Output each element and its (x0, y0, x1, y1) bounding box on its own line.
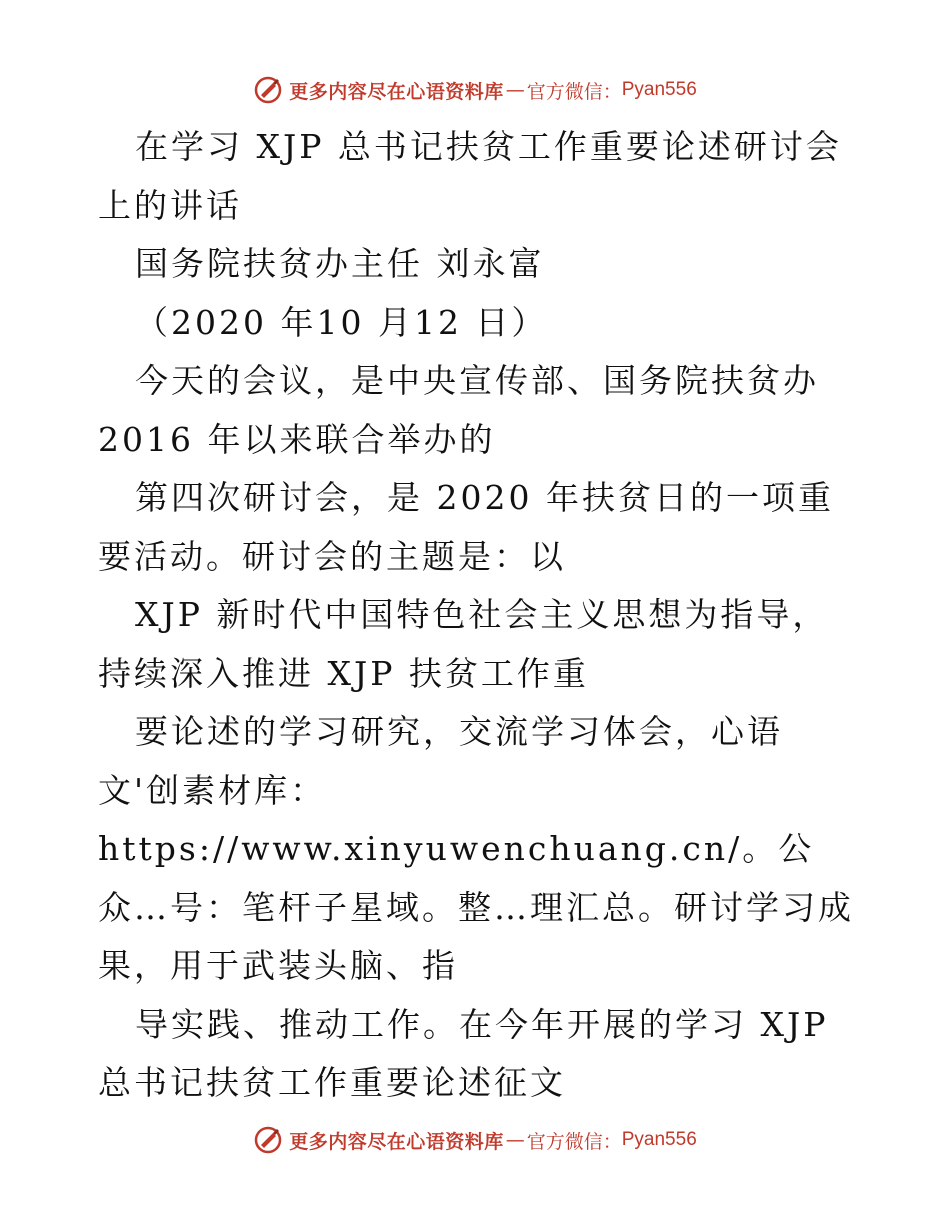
speech-title: 在学习 XJP 总书记扶贫工作重要论述研讨会上的讲话 (98, 127, 842, 225)
watermark-banner-top (0, 70, 950, 110)
speech-date: （2020 年10 月12 日） (135, 302, 548, 342)
watermark-banner-bottom (0, 1120, 950, 1160)
watermark-wechat-id: Pyan556 (621, 1129, 697, 1150)
paragraph: 今天的会议，是中央宣传部、国务院扶贫办2016 年以来联合举办的 (98, 361, 819, 459)
brand-logo-icon (253, 75, 283, 105)
watermark-text: 更多内容尽在心语资料库 (289, 1130, 504, 1153)
speaker-line: 国务院扶贫办主任 刘永富 (135, 244, 545, 283)
paragraph: 第四次研讨会，是 2020 年扶贫日的一项重要活动。研讨会的主题是：以 (98, 478, 834, 576)
watermark-text: 更多内容尽在心语资料库 (289, 80, 504, 103)
paragraph: 要论述的学习研究，交流学习体会，心语文'创素材库：https://www.xinyuwenchuang.cn/。公众…号：笔杆子星域。整…理汇总。研讨学习成果，用于武装头脑、指 (98, 712, 854, 985)
watermark-wechat-label: 官方微信： (526, 80, 622, 103)
watermark-wechat-id: Pyan556 (621, 79, 697, 100)
document-body (98, 118, 858, 1113)
watermark-wechat-label: 官方微信： (526, 1130, 622, 1153)
watermark-dash: — (505, 1129, 525, 1151)
watermark-dash: — (505, 79, 525, 101)
paragraph: XJP 新时代中国特色社会主义思想为指导，持续深入推进 XJP 扶贫工作重 (98, 595, 829, 693)
paragraph: 导实践、推动工作。在今年开展的学习 XJP 总书记扶贫工作重要论述征文 (98, 1004, 829, 1102)
brand-logo-icon (253, 1125, 283, 1155)
